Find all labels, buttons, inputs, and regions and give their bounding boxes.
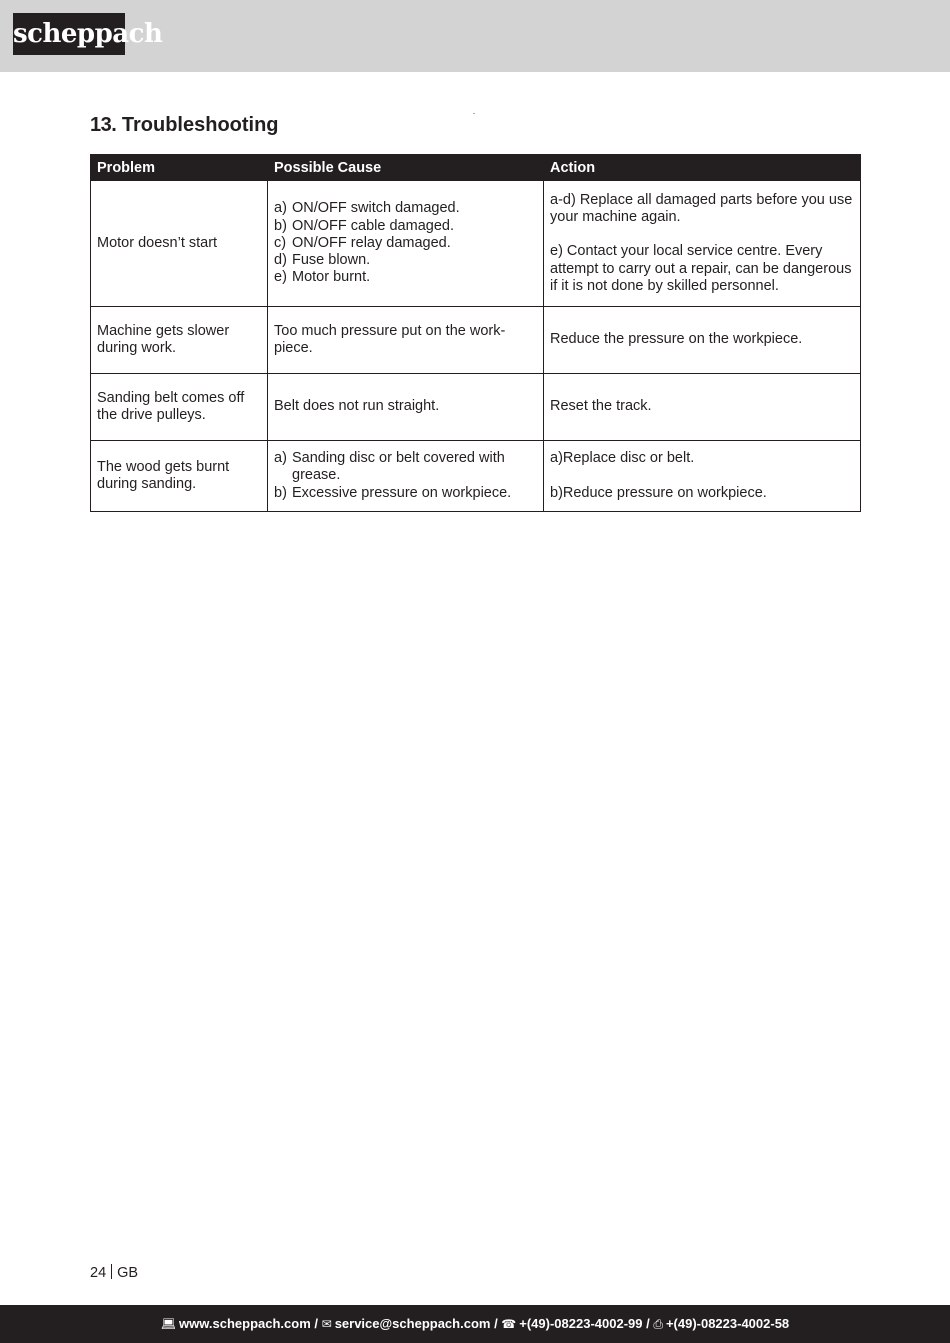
- table-row: [91, 441, 861, 512]
- page-number-value: 24: [90, 1265, 107, 1281]
- problem-cell: Machine gets slower during work.: [91, 307, 268, 374]
- page-language: GB: [117, 1265, 139, 1281]
- action-text: a)Replace disc or belt.: [550, 450, 695, 467]
- cause-cell: Too much pressure put on the work-piece.: [268, 307, 544, 374]
- footer-website[interactable]: www.scheppach.com: [179, 1316, 311, 1331]
- problem-cell: Sanding belt comes off the drive pulleys.: [91, 374, 268, 441]
- troubleshooting-table: [90, 154, 861, 512]
- cause-cell: Belt does not run straight.: [268, 374, 544, 441]
- table-row: [91, 181, 861, 307]
- action-text: b)Reduce pressure on workpiece.: [550, 484, 767, 501]
- phone-icon: ☎︎: [501, 1317, 517, 1331]
- mail-icon: ✉︎: [321, 1317, 332, 1331]
- computer-icon: 💻︎: [160, 1317, 177, 1331]
- action-cell: Reduce the pressure on the workpiece.: [544, 307, 861, 374]
- cause-item: a) Sanding disc or belt covered with grease.: [274, 450, 505, 484]
- action-cell: [544, 441, 861, 512]
- section-title-text: Troubleshooting: [121, 114, 279, 136]
- header-band: [0, 0, 950, 72]
- cause-item: d) Fuse blown.: [274, 252, 371, 269]
- page-number-divider: [111, 1264, 112, 1279]
- cause-cell: [268, 181, 544, 307]
- page-number: [90, 1264, 138, 1281]
- contact-footer: 💻︎ www.scheppach.com / ✉︎ service@scheppach.com / ☎︎ +(49)-08223-4002-99 / ⎙ +(49)-08223-4002-58: [0, 1305, 950, 1343]
- action-text: e) Contact your local service centre. Every attempt to carry out a repair, can be dangerous if it is not done by skilled personnel.: [550, 243, 852, 294]
- table-row: [91, 307, 861, 374]
- action-text: a-d) Replace all damaged parts before you use your machine again.: [550, 191, 853, 226]
- footer-email[interactable]: service@scheppach.com: [334, 1316, 491, 1331]
- cause-list: [274, 450, 537, 502]
- action-cell: Reset the track.: [544, 374, 861, 441]
- stray-dot: [473, 113, 475, 114]
- footer-fax: +(49)-08223-4002-58: [665, 1316, 790, 1331]
- cause-item: a) ON/OFF switch damaged.: [274, 200, 460, 217]
- action-cell: [544, 181, 861, 307]
- header-action: Action: [544, 155, 861, 181]
- cause-item: e) Motor burnt.: [274, 269, 371, 286]
- table-row: [91, 374, 861, 441]
- header-problem: Problem: [91, 155, 268, 181]
- cause-item: c) ON/OFF relay damaged.: [274, 234, 451, 251]
- cause-item: b) ON/OFF cable damaged.: [274, 217, 454, 234]
- cause-item: b) Excessive pressure on workpiece.: [274, 484, 512, 501]
- problem-cell: The wood gets burnt during sanding.: [91, 441, 268, 512]
- table-header-row: [91, 155, 861, 181]
- footer-phone: +(49)-08223-4002-99: [519, 1316, 643, 1331]
- fax-icon: ⎙: [653, 1317, 663, 1331]
- cause-list: [274, 200, 537, 286]
- header-possible-cause: Possible Cause: [268, 155, 544, 181]
- scheppach-logo: scheppach: [13, 13, 125, 55]
- section-title: [90, 114, 279, 137]
- problem-cell: Motor doesn’t start: [91, 181, 268, 307]
- cause-cell: [268, 441, 544, 512]
- section-number: 13.: [90, 114, 117, 136]
